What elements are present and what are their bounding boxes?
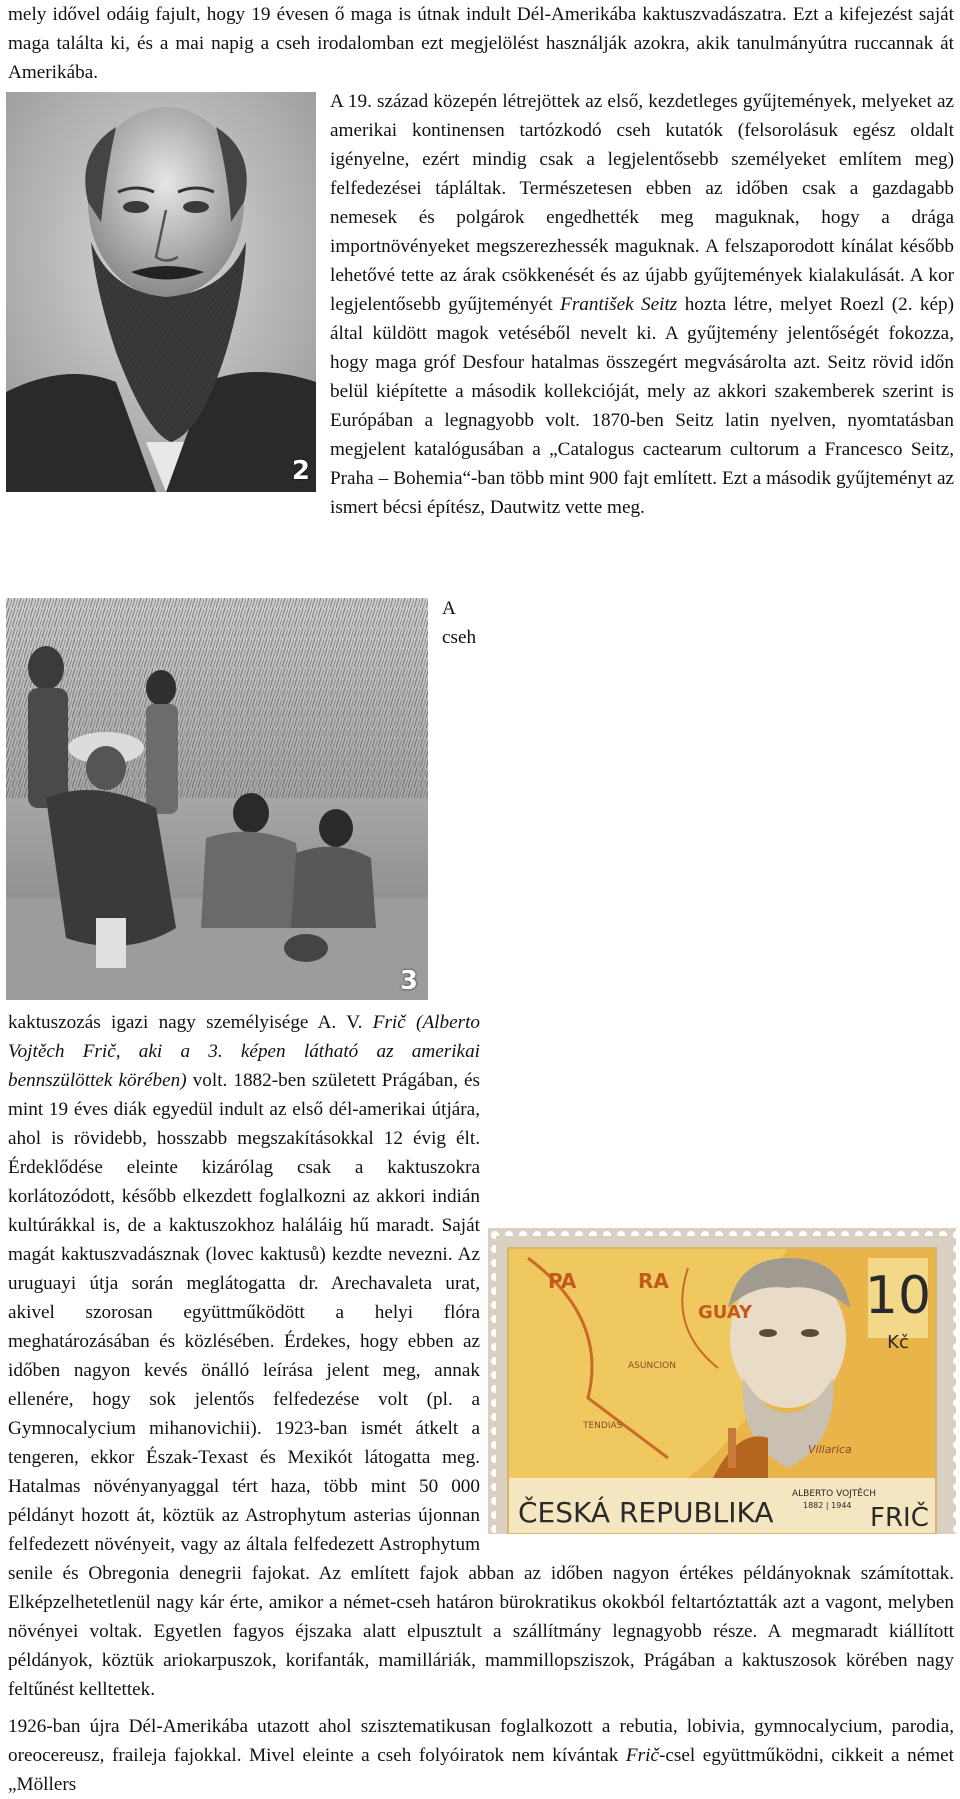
stamp-years: 1882 | 1944 [803, 1501, 852, 1510]
paragraph-collections-end: hozta létre, melyet Roezl (2. kép) által küldött magok vetéséből nevelt ki. A gyűjtemény jelentőségét fokozza, hogy maga gróf Desfour hatalmas összegért megvásárolta azt. Seitz rövid időn belül kiépítette a második kollekcióját, mely az akkori szakemberek szerint is Európában a legnagyobb volt. 1870-ben Seitz latin nyelven, nyomtatásban megjelent katalógusában a „Catalogus cactearum cultorum a Francesco Seitz, Praha – Bohemia“-ban több mint 900 fajt említett. Ezt a második gyűjteményt az ismert bécsi építész, Dautwitz vette meg. [330, 294, 955, 518]
paragraph-fric [8, 594, 954, 1799]
paragraph-1926-start: 1926-ban újra Dél-Amerikába utazott ahol szisztematikusan foglalkozott a rebutia, lobivia, gymnocalycium, parodia, oreocereusz, fraileja fajokkal. Mivel eleinte a cseh folyóiratok nem kívántak [8, 1716, 954, 1766]
paragraph-intro [8, 0, 954, 87]
paragraph-collections-name: František Seitz [560, 294, 678, 315]
stamp-map-text-6: TENDIAS [583, 1421, 623, 1431]
paragraph-1926-italic: Frič [625, 1745, 659, 1766]
figure-3-number: 3 [399, 966, 418, 996]
stamp-currency: Kč [887, 1332, 909, 1353]
paragraph-intro-text: mely idővel odáig fajult, hogy 19 évesen ő maga is útnak indult Dél-Amerikába kaktuszvadászatra. Ezt a kifejezést saját maga találta ki, és a mai napig a cseh irodalomban ezt megjelölést használják azokra, akik tanulmányútra ruccannak át Amerikába. [8, 4, 954, 83]
stamp-country: ČESKÁ REPUBLIKA [518, 1496, 774, 1529]
stamp-map-text-3: GUAY [698, 1302, 753, 1323]
stamp-map-text-5: ASUNCION [628, 1361, 676, 1371]
paragraph-fric-start: A cseh kaktuszozás igazi nagy személyisége A. V. [8, 598, 477, 1033]
stamp-map-text-1: PA [548, 1269, 577, 1293]
paragraph-fric-italic: Frič (Alberto Vojtěch Frič, aki a 3. képen látható az amerikai bennszülöttek körében) [8, 1012, 480, 1091]
stamp-surname: FRIČ [870, 1503, 929, 1533]
paragraph-1926-text [8, 1712, 954, 1799]
figure-2-number: 2 [291, 456, 310, 486]
paragraph-fric-end: volt. 1882-ben született Prágában, és mint 19 éves diák egyedül indult az első dél-amerikai útjára, ahol is rövidebb, hosszabb megszakításokkal 12 évig élt. Érdeklődése eleinte kizárólag csak a kaktuszokra korlátozódott, később elkezdett foglalkozni az akkori indián kultúrákkal is, de a kaktuszokhoz haláláig hű maradt. Saját magát kaktuszvadásznak (lovec kaktusů) kezdte nevezni. Az uruguayi útja során meglátogatta dr. Arechavaleta urat, akivel szorosan együttműködött a helyi flóra meghatározásában és közlésében. Érdekes, hogy ebben az időben nagyon kevés önálló leírása jelent meg, annak ellenére, hogy sok jelentős felfedezése volt (pl. a Gymnocalycium mihanovichii). 1923-ban ismét átkelt a tengeren, ekkor Észak-Texast és Mexikót látogatta meg. Hatalmas növényanyaggal tért haza, több mint 50 000 példányt hozott át, köztük az Astrophytum asterias újonnan felfedezett növényeit, vagy az általa felfedezett Astrophytum senile és Obregonia denegrii fajokat. Az említett fajok abban az időben nagyon értékes példányoknak számítottak. Elképzelhetetlenül nagy kár érte, amikor a német-cseh határon bürokratikus okokból feltartóztatták azt a vagont, melyben növényei voltak. Egyetlen fagyos éjszaka alatt elpusztult a szállítmány legnagyobb része. A megmaradt kiállított példányok, köztük ariokarpuszok, korifanták, mamilláriák, mammillopsziszok, Prágában a kaktuszosok körében nagy feltűnést kelltettek. [8, 1070, 954, 1700]
figure-2-float-spacer [8, 87, 330, 499]
paragraph-collections-start: A 19. század közepén létrejöttek az első, kezdetleges gyűjtemények, melyeket az amerikai kontinensen tartózkodó cseh kutatók (felsorolásuk egész oldalt igényelne, ezért mindig csak a legjelentősebb személyeket említem meg) felfedezései tápláltak. Természetesen ebben az időben csak a gazdagabb nemesek és polgárok engedhették meg maguknak, hogy a drága importnövényeket megszerezhessék maguknak. A felszaporodott kínálat később lehetővé tette az árak csökkenését és az újabb gyűjtemények kialakulását. A kor legjelentősebb gyűjteményét [330, 91, 954, 315]
stamp-map-text-4: Villarica [808, 1443, 852, 1456]
stamp-name-small: ALBERTO VOJTĚCH [792, 1489, 877, 1499]
stamp-map-text-2: RA [638, 1269, 669, 1293]
figure-3-float-spacer [8, 594, 442, 1008]
paragraph-1926-end: -csel együttműködni, cikkeit a német „Möllers [8, 1745, 955, 1795]
postage-stamp [488, 1228, 956, 1534]
stamp-value: 10 [864, 1266, 932, 1326]
stamp-image [488, 1228, 956, 1534]
paragraph-collections [8, 87, 954, 522]
